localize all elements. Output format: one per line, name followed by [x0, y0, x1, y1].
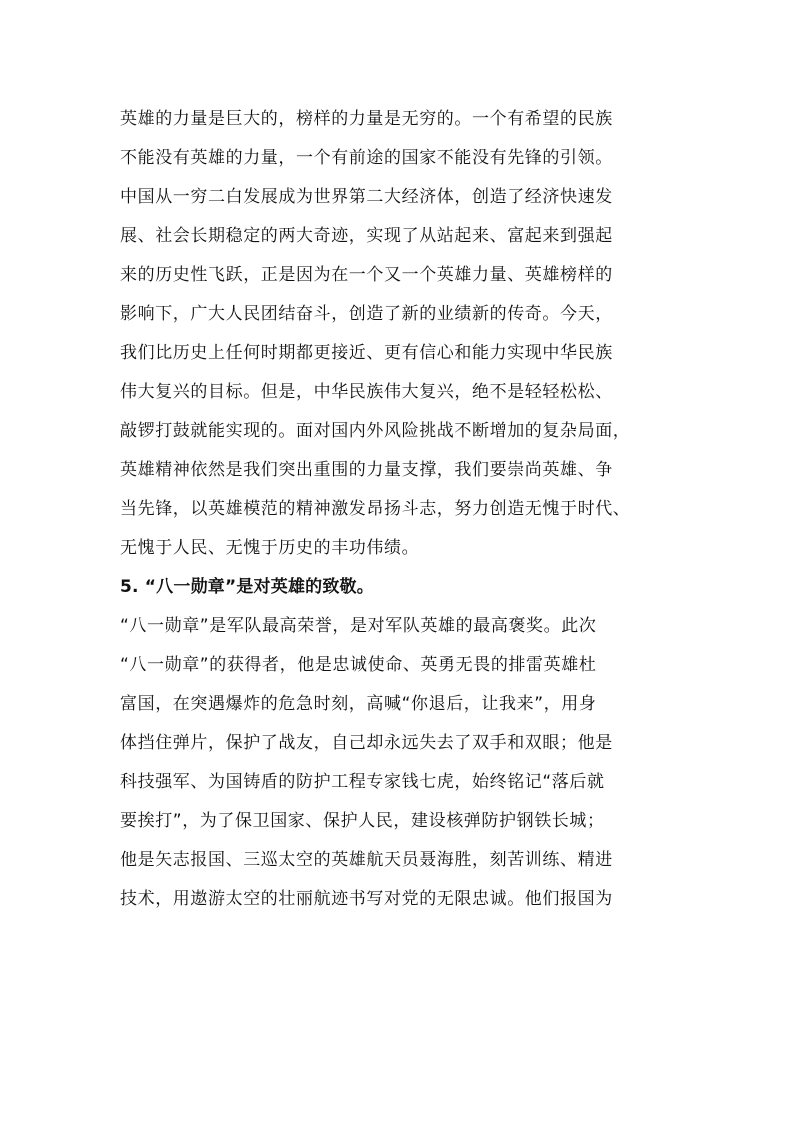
text-line: 科技强军、为国铸盾的防护工程专家钱七虎，始终铭记“落后就: [120, 772, 605, 792]
text-line: 英雄的力量是巨大的，榜样的力量是无穷的。一个有希望的民族: [120, 109, 613, 129]
text-line: “八一勋章”的获得者，他是忠诚使命、英勇无畏的排雷英雄杜: [120, 655, 597, 675]
text-line: 技术，用遨游太空的壮丽航迹书写对党的无限忠诚。他们报国为: [120, 889, 613, 909]
text-line: 他是矢志报国、三巡太空的英雄航天员聂海胜，刻苦训练、精进: [120, 850, 613, 870]
text-line: 敲锣打鼓就能实现的。面对国内外风险挑战不断增加的复杂局面，: [120, 421, 631, 441]
text-line: 来的历史性飞跃，正是因为在一个又一个英雄力量、英雄榜样的: [120, 265, 613, 285]
text-line: 当先锋，以英雄模范的精神激发昂扬斗志，努力创造无愧于时代、: [120, 499, 631, 519]
text-line: 影响下，广大人民团结奋斗，创造了新的业绩新的传奇。今天，: [120, 304, 613, 324]
text-line: “八一勋章”是军队最高荣誉，是对军队英雄的最高褒奖。此次: [120, 616, 597, 636]
text-line: 不能没有英雄的力量，一个有前途的国家不能没有先锋的引领。: [120, 148, 613, 168]
text-line: 英雄精神依然是我们突出重围的力量支撑，我们要崇尚英雄、争: [120, 460, 613, 480]
text-line: 伟大复兴的目标。但是，中华民族伟大复兴，绝不是轻轻松松、: [120, 382, 613, 402]
text-line: 无愧于人民、无愧于历史的丰功伟绩。: [120, 538, 420, 558]
text-line: 要挨打”，为了保卫国家、保护人民，建设核弹防护钢铁长城；: [120, 811, 605, 831]
text-line: 富国，在突遇爆炸的危急时刻，高喊“你退后，让我来”，用身: [120, 694, 597, 714]
text-line: 展、社会长期稳定的两大奇迹，实现了从站起来、富起来到强起: [120, 226, 613, 246]
text-line: 体挡住弹片，保护了战友，自己却永远失去了双手和双眼；他是: [120, 733, 613, 753]
text-line: 我们比历史上任何时期都更接近、更有信心和能力实现中华民族: [120, 343, 613, 363]
section-heading: 5. “八一勋章”是对英雄的致敬。: [120, 577, 374, 597]
text-line: 中国从一穷二白发展成为世界第二大经济体，创造了经济快速发: [120, 187, 613, 207]
